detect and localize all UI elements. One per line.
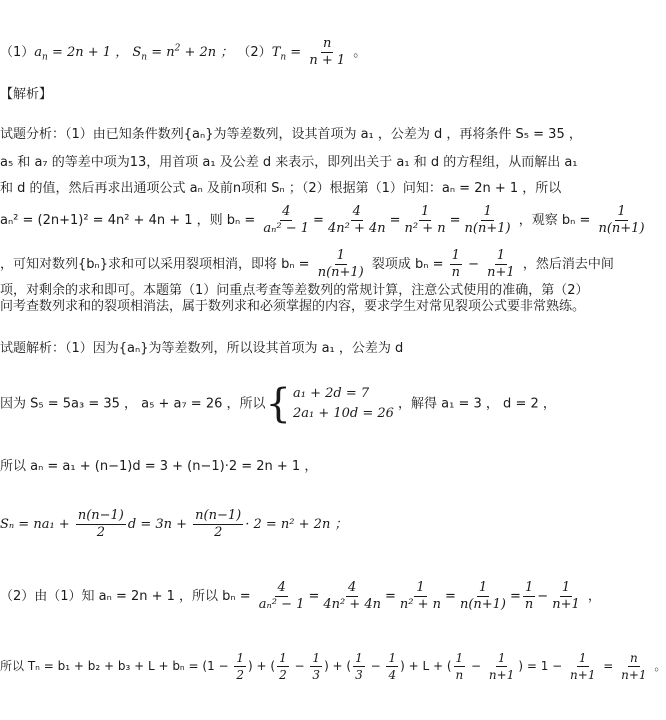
sum-frac-9: $\frac{n}{n+1}$	[621, 651, 647, 682]
system-brace: {	[265, 381, 291, 427]
solution-frac-8: $\frac{1}{n+1}$	[552, 580, 580, 612]
answer-t: $T_n$ =	[271, 45, 306, 63]
equation-2: 2a₁ + 10d = 26	[292, 406, 394, 421]
sum-paren-4: ) = 1 −	[518, 659, 567, 673]
analysis-line-2: a₅ 和 a₇ 的等差中项为13，用首项 a₁ 及公差 d 来表示，即列出关于 a₁ 和 d 的方程组，从而解出 a₁	[0, 155, 578, 170]
sum-minus-4: −	[467, 659, 485, 673]
analysis-line-5-text-c: ，然后消去中间	[518, 257, 614, 272]
answer-end: 。	[349, 45, 367, 60]
sum-frac-3: $\frac{1}{3}$	[312, 651, 321, 682]
sum-minus-3: −	[366, 659, 385, 673]
analysis-frac-8: $\frac{1}{n+1}$	[487, 248, 515, 280]
sum-minus-2: −	[290, 659, 309, 673]
sum-frac-1: $\frac{1}{2}$	[236, 651, 245, 682]
solution-line-4-text-c: · 2 = n² + 2n ；	[245, 517, 348, 532]
solution-line-2-text-a: 因为 S₅ = 5a₃ = 35 ， a₅ + a₇ = 26 ，所以	[0, 396, 266, 412]
answer-t-fraction: $\frac{n}{n + 1}$	[309, 36, 346, 68]
solution-line-5-text-b: ，	[583, 589, 601, 604]
analysis-frac-2: $\frac{4}{\text{4n² + 4n}}$	[327, 204, 386, 236]
solution-frac-5: $\frac{1}{\text{n² + n}}$	[399, 580, 442, 612]
sum-end: 。	[650, 659, 666, 673]
solution-line-2	[0, 381, 556, 427]
analysis-frac-6: $\frac{1}{n(n+1)}$	[317, 248, 364, 280]
solution-line-4-text-b: d = 3n +	[127, 517, 192, 532]
analysis-line-4: aₙ² = (2n+1)² = 4n² + 4n + 1 ，则 bₙ = $\frac{4}{\text{aₙ² − 1}}$ = $\frac{4}{\text{4n² + 4n}}$ = $\frac{1}{\text{n² + n}}$ = $\frac{1}{n(n+1)}$ ，观察 bₙ = $\frac{1}{n(n+1)}$	[0, 204, 645, 236]
sum-paren-2: ) + (	[324, 659, 352, 673]
solution-frac-6: $\frac{1}{n(n+1)}$	[459, 580, 507, 612]
sum-frac-6: $\frac{1}{n}$	[455, 651, 464, 682]
solution-line-2-text-b: ，解得 a₁ = 3 ， d = 2 ，	[393, 396, 556, 412]
answer-part1-label: （1）	[0, 45, 35, 60]
analysis-frac-4: $\frac{1}{n(n+1)}$	[464, 204, 511, 236]
answer-a: $a_n = 2n + 1$ ，	[34, 45, 129, 63]
analysis-line-3: 和 d 的值，然后再求出通项公式 aₙ 及前n项和 Sₙ ；（2）根据第（1）问知：aₙ = 2n + 1 ，所以	[0, 181, 562, 196]
solution-line-6	[0, 650, 666, 683]
solution-frac-1: $\frac{n(n-1)}{2}$	[77, 508, 124, 540]
analysis-line-5	[0, 248, 614, 281]
analysis-line-7: 问考查数列求和的裂项相消法，属于数列求和必须掌握的内容，要求学生对常见裂项公式要非常熟练。	[0, 299, 586, 314]
sum-paren-3: ) + L + (	[400, 659, 452, 673]
analysis-frac-7: $\frac{1}{n}$	[451, 248, 460, 280]
solution-frac-3: $\frac{4}{\text{aₙ² − 1}}$	[258, 580, 305, 612]
answer-s: $S_n = n^2 + 2n$ ；	[132, 43, 234, 63]
analysis-minus: −	[464, 257, 484, 272]
solution-line-3: 所以 aₙ = a₁ + (n−1)d = 3 + (n−1)·2 = 2n + 1 ，	[0, 459, 318, 474]
solution-line-5: （2）由（1）知 aₙ = 2n + 1 ，所以 bₙ = $\frac{4}{\text{aₙ² − 1}}$ = $\frac{4}{\text{4n² + 4n}}$ = $\frac{1}{\text{n² + n}}$ = $\frac{1}{n(n+1)}$ = $\frac{1}{n}$ − $\frac{1}{n+1}$ ，	[0, 580, 601, 612]
solution-frac-2: $\frac{n(n-1)}{2}$	[195, 508, 242, 540]
solution-frac-4: $\frac{4}{\text{4n² + 4n}}$	[323, 580, 382, 612]
equation-1: a₁ + 2d = 7	[292, 386, 370, 401]
sum-frac-2: $\frac{1}{2}$	[279, 651, 287, 682]
solution-line-4-text-a: Sₙ = na₁ +	[0, 517, 74, 532]
analysis-line-1: 试题分析：（1）由已知条件数列{aₙ}为等差数列，设其首项为 a₁ ，公差为 d ，再将条件 S₅ = 35 ，	[0, 127, 582, 142]
answer-line	[0, 36, 366, 69]
solution-line-6-text-a: 所以 Tₙ = b₁ + b₂ + b₃ + L + bₙ = (1 −	[0, 659, 233, 673]
answer-part2-label: （2）	[237, 45, 272, 60]
analysis-frac-5: $\frac{1}{n(n+1)}$	[598, 204, 645, 236]
jiexi-label: 【解析】	[0, 87, 53, 102]
sum-frac-7: $\frac{1}{n+1}$	[488, 651, 515, 682]
sum-paren-1: ) + (	[248, 659, 276, 673]
analysis-line-6: 项，对剩余的求和即可。本题第（1）问重点考查等差数列的常规计算，注意公式使用的准确，第（2）	[0, 283, 589, 298]
solution-line-1: 试题解析：（1）因为{aₙ}为等差数列，所以设其首项为 a₁ ，公差为 d	[0, 341, 404, 356]
equation-system	[293, 384, 394, 424]
analysis-frac-3: $\frac{1}{\text{n² + n}}$	[404, 204, 446, 236]
sum-equals: =	[599, 659, 618, 673]
solution-line-4	[0, 508, 347, 541]
analysis-frac-1: $\frac{4}{\text{aₙ² − 1}}$	[263, 204, 310, 236]
analysis-line-5-text-a: ，可知对数列{bₙ}求和可以采用裂项相消，即将 bₙ =	[0, 257, 314, 272]
solution-frac-7: $\frac{1}{n}$	[524, 580, 534, 612]
sum-frac-8: $\frac{1}{n+1}$	[570, 651, 596, 682]
sum-frac-5: $\frac{1}{4}$	[388, 651, 397, 682]
solution-line-5-text-a: （2）由（1）知 aₙ = 2n + 1 ，所以 bₙ =	[0, 589, 255, 604]
sum-frac-4: $\frac{1}{3}$	[355, 651, 363, 682]
analysis-line-5-text-b: 裂项成 bₙ =	[367, 257, 448, 272]
analysis-line-4-text-a: aₙ² = (2n+1)² = 4n² + 4n + 1 ，则 bₙ =	[0, 213, 260, 228]
analysis-line-4-text-b: ，观察 bₙ =	[514, 213, 595, 228]
